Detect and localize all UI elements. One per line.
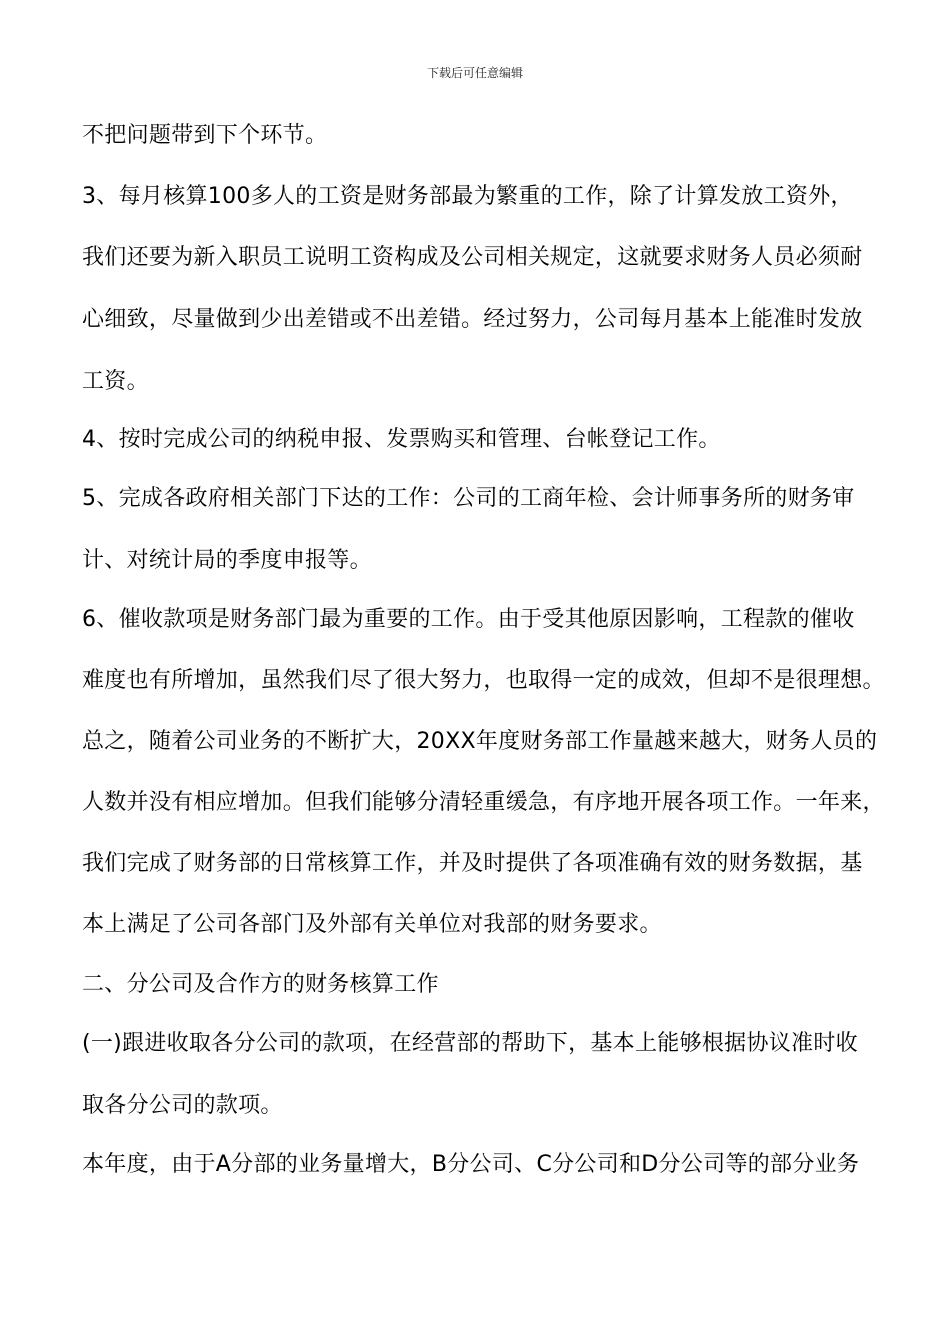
text-line: 本年度，由于A分部的业务量增大，B分公司、C分公司和D分公司等的部分业务 (82, 1152, 860, 1177)
section-heading: 二、分公司及合作方的财务核算工作 (82, 972, 439, 997)
text-line: 4、按时完成公司的纳税申报、发票购买和管理、台帐登记工作。 (82, 427, 721, 452)
text-line: (一)跟进收取各分公司的款项，在经营部的帮助下，基本上能够根据协议准时收 (82, 1031, 858, 1056)
text-line: 总之，随着公司业务的不断扩大，20XX年度财务部工作量越来越大，财务人员的 (82, 729, 878, 754)
text-line: 人数并没有相应增加。但我们能够分清轻重缓急，有序地开展各项工作。一年来， (82, 790, 885, 815)
text-line: 工资。 (82, 369, 149, 394)
text-line: 取各分公司的款项。 (82, 1093, 283, 1118)
text-line: 5、完成各政府相关部门下达的工作：公司的工商年检、会计师事务所的财务审 (82, 486, 855, 511)
text-line: 计、对统计局的季度申报等。 (82, 548, 372, 573)
text-line: 我们完成了财务部的日常核算工作，并及时提供了各项准确有效的财务数据，基 (82, 851, 863, 876)
text-line: 不把问题带到下个环节。 (82, 123, 328, 148)
text-line: 我们还要为新入职员工说明工资构成及公司相关规定，这就要求财务人员必须耐 (82, 245, 863, 270)
text-line: 心细致，尽量做到少出差错或不出差错。经过努力，公司每月基本上能准时发放 (82, 307, 863, 332)
page-header: 下载后可任意编辑 (426, 66, 523, 80)
text-line: 难度也有所增加，虽然我们尽了很大努力，也取得一定的成效，但却不是很理想。 (82, 668, 885, 693)
text-line: 3、每月核算100多人的工资是财务部最为繁重的工作，除了计算发放工资外， (82, 184, 853, 209)
text-line: 6、催收款项是财务部门最为重要的工作。由于受其他原因影响，工程款的催收 (82, 607, 855, 632)
text-line: 本上满足了公司各部门及外部有关单位对我部的财务要求。 (82, 912, 662, 937)
